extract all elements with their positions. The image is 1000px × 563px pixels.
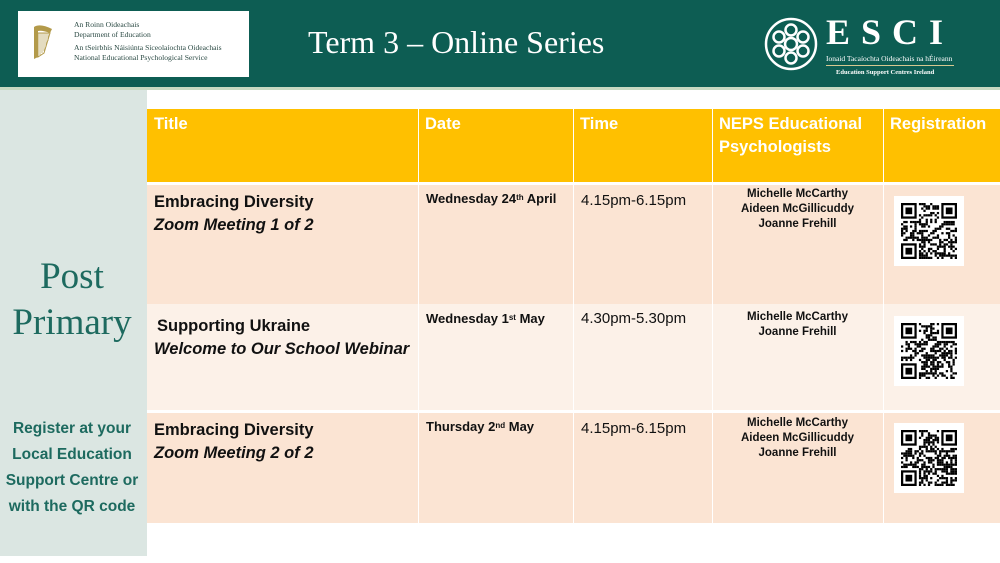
psychologist-name: Joanne Frehill: [758, 218, 837, 230]
psychologist-name: Aideen McGillicuddy: [740, 203, 855, 215]
event-title-cell: [147, 413, 418, 465]
column-header-registration: [883, 109, 1000, 182]
register-note: [0, 416, 156, 520]
registration-qr-code[interactable]: [894, 316, 964, 386]
department-logo: [18, 11, 249, 77]
event-subtitle: Zoom Meeting 1 of 2: [154, 216, 314, 234]
event-date: [418, 185, 573, 208]
logo-line: An tSeirbhís Náisiúnta Síceolaíochta Oideachais: [74, 43, 222, 52]
event-date-main: Wednesday 24: [426, 191, 517, 206]
event-date-main: Thursday 2: [426, 419, 496, 434]
logo-line: Department of Education: [74, 30, 151, 39]
schedule-table: [147, 109, 1000, 523]
column-divider: [883, 109, 884, 523]
column-header-time: [573, 109, 712, 182]
psychologist-name: Aideen McGillicuddy: [740, 432, 855, 444]
column-header-label: Title: [154, 115, 188, 133]
column-header-date: [418, 109, 573, 182]
event-date-suffix: st: [508, 313, 516, 322]
event-date-main: Wednesday 1: [426, 311, 509, 326]
audience-heading-line: Post: [40, 256, 104, 297]
psychologist-name: Michelle McCarthy: [747, 417, 848, 429]
event-time: 4.15pm-6.15pm: [581, 192, 687, 209]
event-date: [418, 413, 573, 436]
esci-divider: [826, 65, 954, 66]
column-divider: [418, 109, 419, 523]
event-date-month: May: [505, 419, 535, 434]
department-logo-text: [74, 20, 222, 63]
header-bar: [0, 0, 1000, 87]
esci-subtitle-english: Education Support Centres Ireland: [836, 69, 935, 76]
psychologist-name: Joanne Frehill: [758, 326, 837, 338]
event-title: Embracing Diversity: [154, 193, 314, 211]
event-title-cell: [147, 185, 418, 237]
psychologist-name: Michelle McCarthy: [747, 311, 848, 323]
row-divider: [147, 182, 1000, 185]
header-divider: [0, 87, 1000, 90]
registration-qr-code[interactable]: [894, 196, 964, 266]
logo-line: An Roinn Oideachais: [74, 20, 140, 29]
column-header-label: NEPS Educational: [719, 115, 863, 133]
event-title: Embracing Diversity: [154, 421, 314, 439]
harp-icon: [30, 23, 56, 61]
event-psychologists: [712, 185, 883, 232]
qr-code-icon: [901, 203, 957, 259]
qr-code-icon: [901, 430, 957, 486]
register-note-line: Local Education: [12, 446, 132, 463]
column-header-psychologists: [712, 109, 883, 182]
qr-code-icon: [901, 323, 957, 379]
event-subtitle: Zoom Meeting 2 of 2: [154, 444, 314, 462]
event-date-suffix: th: [516, 193, 524, 202]
esci-wordmark: ESCI: [826, 12, 955, 52]
audience-heading: [0, 254, 154, 346]
column-header-label: Date: [425, 115, 461, 133]
event-date: [418, 304, 573, 328]
event-time: 4.30pm-5.30pm: [581, 310, 687, 327]
registration-qr-code[interactable]: [894, 423, 964, 493]
event-subtitle: Welcome to Our School Webinar: [154, 340, 410, 358]
column-divider: [573, 109, 574, 523]
audience-heading-line: Primary: [12, 302, 132, 343]
event-time: 4.15pm-6.15pm: [581, 420, 687, 437]
event-date-suffix: nd: [495, 421, 506, 430]
event-date-month: May: [515, 311, 545, 326]
register-note-line: Register at your: [12, 420, 131, 437]
column-divider: [712, 109, 713, 523]
esci-emblem-icon: [764, 17, 818, 71]
event-psychologists: [712, 413, 883, 461]
esci-subtitle-irish: Ionaid Tacaíochta Oideachais na hÉireann: [826, 54, 953, 63]
column-header-title: [147, 109, 418, 182]
event-psychologists: [712, 304, 883, 340]
page-title: Term 3 – Online Series: [308, 24, 605, 60]
column-header-label: Registration: [890, 115, 987, 133]
register-note-line: Support Centre or: [5, 472, 139, 489]
event-title: Supporting Ukraine: [157, 317, 311, 335]
logo-line: National Educational Psychological Service: [74, 53, 208, 62]
event-date-month: April: [523, 191, 557, 206]
psychologist-name: Michelle McCarthy: [747, 188, 848, 200]
column-header-label: Time: [580, 115, 619, 133]
event-title-cell: [147, 309, 418, 361]
column-header-label: Psychologists: [719, 138, 831, 156]
register-note-line: with the QR code: [8, 498, 136, 515]
psychologist-name: Joanne Frehill: [758, 447, 837, 459]
